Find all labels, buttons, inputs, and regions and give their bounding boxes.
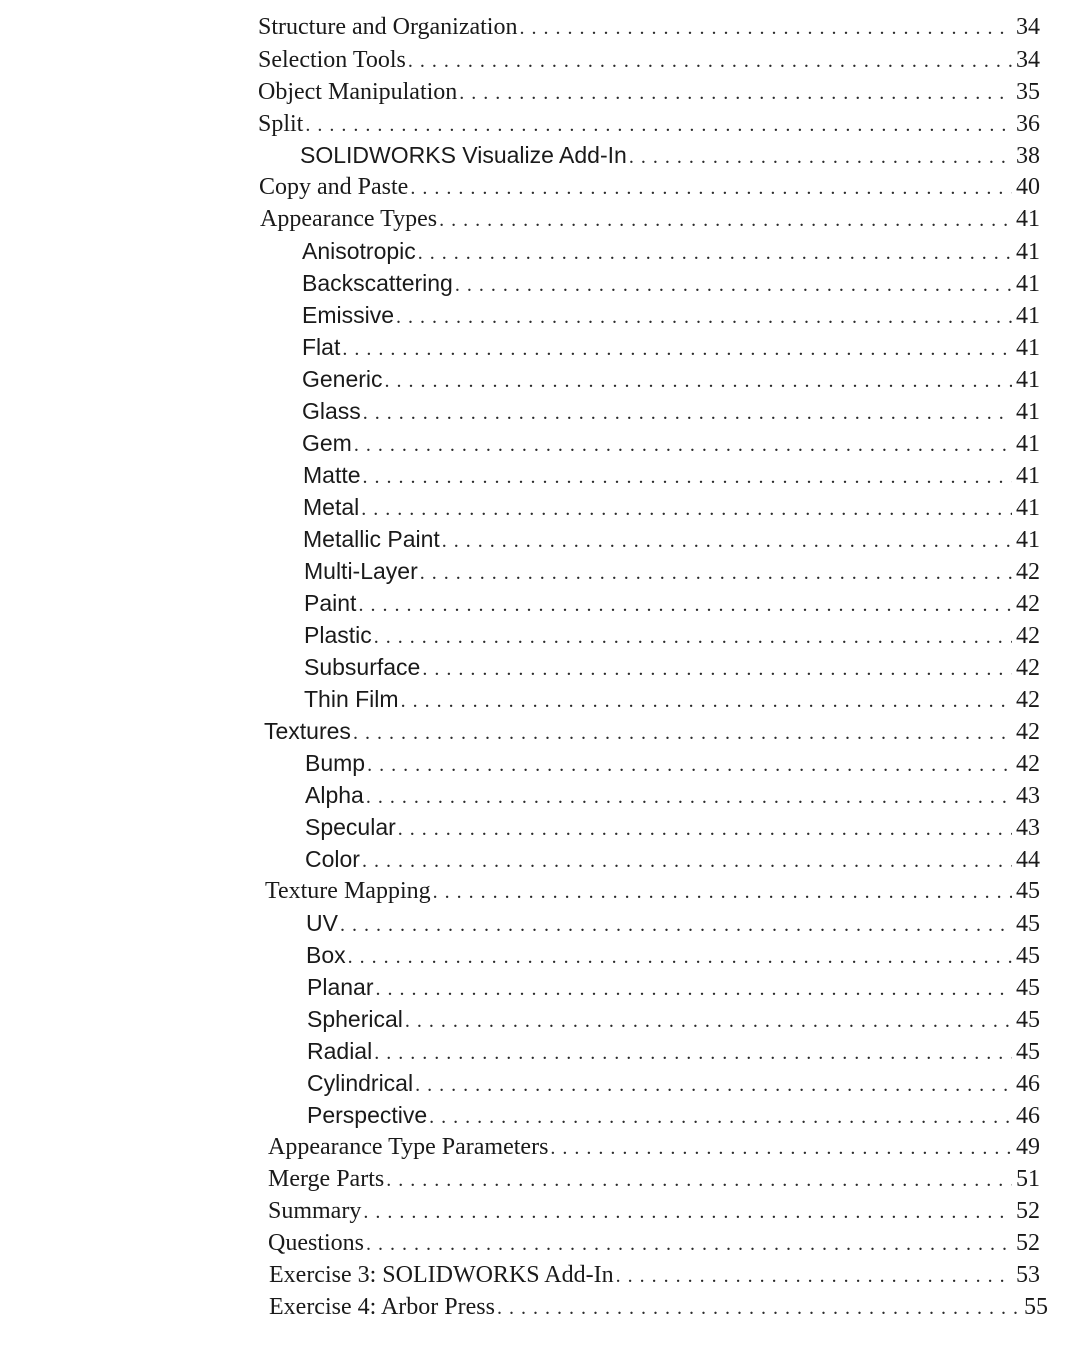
toc-entry-label: Subsurface — [304, 654, 421, 680]
toc-entry-label: Radial — [307, 1038, 373, 1064]
toc-entry-label: Merge Parts — [268, 1166, 385, 1192]
toc-entry-textures[interactable] — [264, 716, 1040, 746]
dot-leader — [348, 942, 1012, 972]
dot-leader — [367, 750, 1012, 780]
toc-entry-label: Selection Tools — [258, 47, 406, 73]
toc-entry-questions[interactable] — [268, 1228, 1040, 1258]
toc-entry-label: Summary — [268, 1198, 362, 1224]
toc-entry-page: 45 — [1016, 975, 1040, 1001]
toc-entry-label: Planar — [307, 974, 374, 1000]
toc-entry-exercise-4[interactable] — [269, 1292, 1048, 1322]
toc-entry-solidworks-visualize-add-in[interactable] — [300, 140, 1040, 170]
toc-entry-page: 52 — [1016, 1230, 1040, 1256]
toc-entry-page: 42 — [1016, 559, 1040, 585]
toc-entry-page: 35 — [1016, 79, 1040, 105]
toc-entry-spherical[interactable] — [307, 1004, 1040, 1034]
dot-leader — [374, 1038, 1012, 1068]
toc-entry-page: 45 — [1016, 1007, 1040, 1033]
toc-entry-label: Exercise 3: SOLIDWORKS Add-In — [269, 1262, 614, 1288]
dot-leader — [418, 238, 1012, 268]
toc-entry-label: Copy and Paste — [259, 174, 409, 200]
toc-entry-page: 41 — [1016, 367, 1040, 393]
toc-entry-page: 34 — [1016, 14, 1040, 40]
dot-leader — [386, 1165, 1012, 1195]
toc-entry-page: 55 — [1024, 1294, 1048, 1320]
toc-entry-page: 46 — [1016, 1103, 1040, 1129]
toc-entry-label: Color — [305, 846, 360, 872]
toc-entry-label: Questions — [268, 1230, 364, 1256]
toc-entry-paint[interactable] — [304, 588, 1040, 618]
toc-entry-label: Texture Mapping — [265, 878, 431, 904]
toc-entry-page: 43 — [1016, 815, 1040, 841]
toc-entry-page: 42 — [1016, 687, 1040, 713]
toc-entry-split[interactable] — [258, 109, 1040, 139]
toc-entry-cylindrical[interactable] — [307, 1068, 1040, 1098]
toc-entry-metal[interactable] — [303, 492, 1040, 522]
toc-entry-label: Backscattering — [302, 270, 453, 296]
dot-leader — [354, 430, 1012, 460]
dot-leader — [433, 877, 1012, 907]
toc-entry-page: 43 — [1016, 783, 1040, 809]
toc-entry-label: Alpha — [305, 782, 364, 808]
dot-leader — [616, 1261, 1012, 1291]
toc-entry-label: Metallic Paint — [303, 526, 440, 552]
toc-entry-label: Appearance Type Parameters — [268, 1134, 549, 1160]
toc-entry-page: 40 — [1016, 174, 1040, 200]
toc-entry-flat[interactable] — [302, 332, 1040, 362]
toc-entry-page: 53 — [1016, 1262, 1040, 1288]
toc-entry-label: Spherical — [307, 1006, 403, 1032]
dot-leader — [358, 590, 1012, 620]
dot-leader — [362, 846, 1012, 876]
toc-entry-specular[interactable] — [305, 812, 1040, 842]
toc-entry-page: 44 — [1016, 847, 1040, 873]
toc-entry-label: Bump — [305, 750, 366, 776]
dot-leader — [396, 302, 1012, 332]
dot-leader — [519, 13, 1012, 43]
toc-entry-page: 41 — [1016, 239, 1040, 265]
toc-entry-gem[interactable] — [302, 428, 1040, 458]
toc-entry-page: 45 — [1016, 911, 1040, 937]
dot-leader — [459, 78, 1012, 108]
toc-entry-label: Box — [306, 942, 346, 968]
dot-leader — [363, 398, 1012, 428]
toc-entry-label: Thin Film — [304, 686, 399, 712]
toc-entry-page: 45 — [1016, 1039, 1040, 1065]
toc-entry-label: Object Manipulation — [258, 79, 458, 105]
toc-entry-page: 34 — [1016, 47, 1040, 73]
toc-entry-anisotropic[interactable] — [302, 236, 1040, 266]
dot-leader — [420, 558, 1012, 588]
dot-leader — [305, 110, 1012, 140]
toc-entry-label: Textures — [264, 718, 351, 744]
toc-entry-label: Metal — [303, 494, 360, 520]
dot-leader — [342, 334, 1012, 364]
toc-entry-page: 41 — [1016, 495, 1040, 521]
toc-entry-alpha[interactable] — [305, 780, 1040, 810]
toc-entry-metallic-paint[interactable] — [303, 524, 1040, 554]
toc-entry-subsurface[interactable] — [304, 652, 1040, 682]
toc-entry-bump[interactable] — [305, 748, 1040, 778]
toc-entry-page: 41 — [1016, 431, 1040, 457]
toc-entry-box[interactable] — [306, 940, 1040, 970]
dot-leader — [353, 718, 1012, 748]
toc-entry-multi-layer[interactable] — [304, 556, 1040, 586]
toc-entry-label: Perspective — [307, 1102, 428, 1128]
toc-entry-label: Paint — [304, 590, 357, 616]
toc-entry-page: 42 — [1016, 655, 1040, 681]
dot-leader — [363, 462, 1012, 492]
dot-leader — [410, 173, 1012, 203]
dot-leader — [422, 654, 1012, 684]
dot-leader — [550, 1133, 1012, 1163]
toc-entry-page: 45 — [1016, 943, 1040, 969]
toc-entry-plastic[interactable] — [304, 620, 1040, 650]
toc-entry-label: Flat — [302, 334, 341, 360]
toc-entry-label: Emissive — [302, 302, 395, 328]
dot-leader — [366, 782, 1012, 812]
dot-leader — [398, 814, 1012, 844]
toc-entry-label: Gem — [302, 430, 352, 456]
dot-leader — [429, 1102, 1012, 1132]
toc-entry-generic[interactable] — [302, 364, 1040, 394]
dot-leader — [361, 494, 1012, 524]
dot-leader — [442, 526, 1012, 556]
toc-entry-label: Multi-Layer — [304, 558, 418, 584]
dot-leader — [401, 686, 1012, 716]
dot-leader — [375, 974, 1012, 1004]
toc-entry-label: Split — [258, 111, 304, 137]
toc-entry-appearance-types[interactable] — [260, 204, 1040, 234]
toc-entry-page: 38 — [1016, 143, 1040, 169]
toc-entry-matte[interactable] — [303, 460, 1040, 490]
toc-entry-copy-and-paste[interactable] — [259, 172, 1040, 202]
toc-entry-exercise-3[interactable] — [269, 1260, 1040, 1290]
dot-leader — [455, 270, 1012, 300]
toc-entry-planar[interactable] — [307, 972, 1040, 1002]
toc-entry-label: Matte — [303, 462, 361, 488]
dot-leader — [629, 142, 1012, 172]
toc-entry-page: 41 — [1016, 206, 1040, 232]
toc-entry-page: 41 — [1016, 303, 1040, 329]
toc-entry-backscattering[interactable] — [302, 268, 1040, 298]
toc-entry-label: Structure and Organization — [258, 14, 518, 40]
dot-leader — [340, 910, 1012, 940]
toc-entry-thin-film[interactable] — [304, 684, 1040, 714]
toc-entry-page: 41 — [1016, 527, 1040, 553]
toc-entry-page: 52 — [1016, 1198, 1040, 1224]
toc-entry-page: 42 — [1016, 623, 1040, 649]
toc-entry-emissive[interactable] — [302, 300, 1040, 330]
toc-entry-page: 45 — [1016, 878, 1040, 904]
toc-entry-structure-and-organization[interactable] — [258, 12, 1040, 42]
dot-leader — [363, 1197, 1012, 1227]
toc-entry-label: Glass — [302, 398, 361, 424]
toc-entry-label: Appearance Types — [260, 206, 438, 232]
dot-leader — [374, 622, 1012, 652]
toc-entry-page: 41 — [1016, 463, 1040, 489]
toc-entry-appearance-type-parameters[interactable] — [268, 1132, 1040, 1162]
toc-entry-page: 46 — [1016, 1071, 1040, 1097]
toc-entry-merge-parts[interactable] — [268, 1164, 1040, 1194]
toc-entry-page: 42 — [1016, 591, 1040, 617]
toc-entry-page: 41 — [1016, 271, 1040, 297]
dot-leader — [366, 1229, 1012, 1259]
dot-leader — [408, 46, 1012, 76]
toc-entry-label: Specular — [305, 814, 396, 840]
toc-entry-page: 42 — [1016, 751, 1040, 777]
toc-entry-page: 36 — [1016, 111, 1040, 137]
toc-entry-object-manipulation[interactable] — [258, 77, 1040, 107]
toc-entry-uv[interactable] — [306, 908, 1040, 938]
toc-entry-label: Anisotropic — [302, 238, 416, 264]
toc-entry-page: 49 — [1016, 1134, 1040, 1160]
dot-leader — [439, 205, 1012, 235]
toc-entry-label: UV — [306, 910, 338, 936]
toc-entry-label: Generic — [302, 366, 383, 392]
dot-leader — [385, 366, 1012, 396]
toc-entry-texture-mapping[interactable] — [265, 876, 1040, 906]
toc-entry-page: 42 — [1016, 719, 1040, 745]
toc-entry-label: SOLIDWORKS Visualize Add-In — [300, 142, 627, 168]
toc-entry-page: 41 — [1016, 399, 1040, 425]
toc-entry-page: 41 — [1016, 335, 1040, 361]
toc-entry-glass[interactable] — [302, 396, 1040, 426]
toc-entry-perspective[interactable] — [307, 1100, 1040, 1130]
toc-entry-page: 51 — [1016, 1166, 1040, 1192]
toc-entry-radial[interactable] — [307, 1036, 1040, 1066]
toc-entry-color[interactable] — [305, 844, 1040, 874]
dot-leader — [405, 1006, 1012, 1036]
dot-leader — [415, 1070, 1012, 1100]
toc-entry-label: Plastic — [304, 622, 372, 648]
toc-entry-label: Cylindrical — [307, 1070, 414, 1096]
toc-entry-selection-tools[interactable] — [258, 45, 1040, 75]
toc-entry-summary[interactable] — [268, 1196, 1040, 1226]
toc-entry-label: Exercise 4: Arbor Press — [269, 1294, 495, 1320]
dot-leader — [497, 1293, 1020, 1323]
